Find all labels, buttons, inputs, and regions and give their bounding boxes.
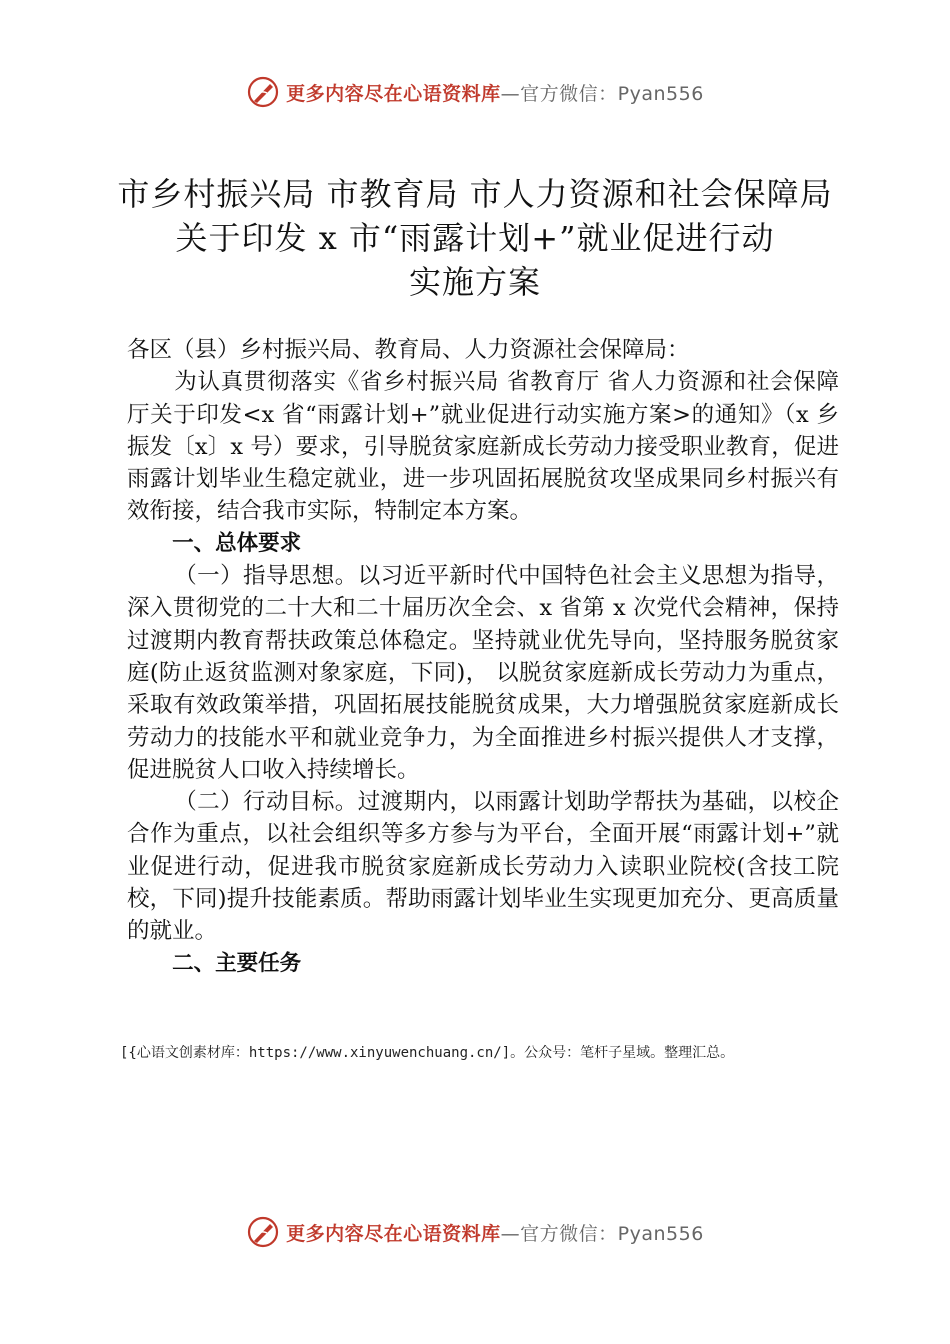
banner-red-text: 更多内容尽在心语资料库 — [286, 82, 501, 105]
quill-logo-icon — [246, 1215, 280, 1249]
banner-gray-text: —官方微信：Pyan556 — [500, 82, 704, 105]
watermark-banner-top — [0, 72, 950, 112]
banner-red-text: 更多内容尽在心语资料库 — [286, 1222, 501, 1245]
guiding-thought-paragraph: （一）指导思想。以习近平新时代中国特色社会主义思想为指导，深入贯彻党的二十大和二十届历次全会、x 省第 x 次党代会精神，保持过渡期内教育帮扶政策总体稳定。坚持就业优先导向，坚持服务脱贫家庭(防止返贫监测对象家庭，下同)， 以脱贫家庭新成长劳动力为重点，采取有效政策举措，巩固拓展技能脱贫成果，大力增强脱贫家庭新成长劳动力的技能水平和就业竞争力，为全面推进乡村振兴提供人才支撑，促进脱贫人口收入持续增长。 — [127, 563, 839, 783]
source-footnote: [{心语文创素材库：https://www.xinyuwenchuang.cn/]。公众号：笔杆子星域。整理汇总。 — [120, 1045, 735, 1061]
title-line-3: 实施方案 — [408, 263, 541, 301]
document-title — [80, 172, 870, 304]
document-body — [127, 334, 839, 980]
salutation: 各区（县）乡村振兴局、教育局、人力资源社会保障局： — [127, 337, 690, 363]
quill-logo-icon — [246, 75, 280, 109]
action-goal-paragraph: （二）行动目标。过渡期内，以雨露计划助学帮扶为基础，以校企合作为重点，以社会组织等多方参与为平台，全面开展“雨露计划+”就业促进行动，促进我市脱贫家庭新成长劳动力入读职业院校(含技工院校，下同)提升技能素质。帮助雨露计划毕业生实现更加充分、更高质量的就业。 — [127, 789, 839, 945]
title-line-2: 关于印发 x 市“雨露计划+”就业促进行动 — [175, 219, 775, 257]
intro-paragraph: 为认真贯彻落实《省乡村振兴局 省教育厅 省人力资源和社会保障厅关于印发<x 省“雨露计划+”就业促进行动实施方案>的通知》（x 乡振发〔x〕x 号）要求，引导脱贫家庭新成长劳动力接受职业教育，促进雨露计划毕业生稳定就业，进一步巩固拓展脱贫攻坚成果同乡村振兴有效衔接，结合我市实际，特制定本方案。 — [127, 369, 839, 525]
section-heading-2: 二、主要任务 — [172, 950, 302, 976]
title-line-1: 市乡村振兴局 市教育局 市人力资源和社会保障局 — [117, 175, 833, 213]
banner-gray-text: —官方微信：Pyan556 — [500, 1222, 704, 1245]
section-heading-1: 一、总体要求 — [172, 530, 302, 556]
watermark-banner-bottom — [0, 1212, 950, 1252]
